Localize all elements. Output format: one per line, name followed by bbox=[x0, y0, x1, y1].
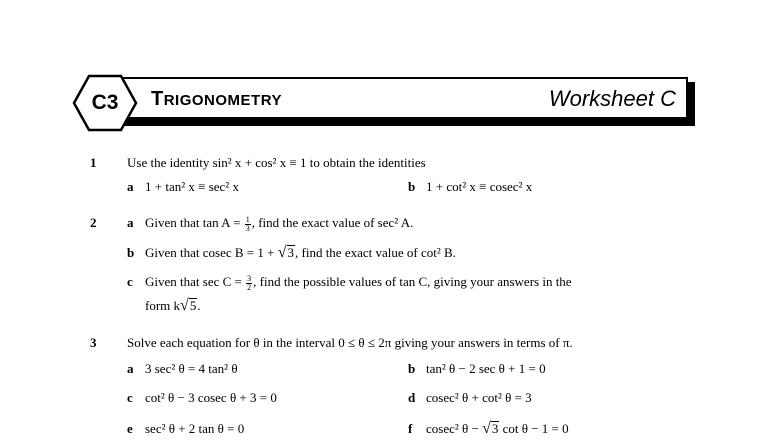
question-part: c cot² θ − 3 cosec θ + 3 = 0 bbox=[127, 390, 277, 405]
module-badge: C3 bbox=[91, 91, 119, 114]
question-part: c Given that sec C = $\frac{3}{2}$ , find the possible values of tan C, giving your answers in the bbox=[127, 273, 572, 292]
worksheet-label: Worksheet C bbox=[548, 86, 676, 111]
question-part: a 1 + tan² x ≡ sec² x bbox=[127, 179, 239, 194]
question-number: 1 bbox=[90, 155, 97, 170]
fraction: $\frac{3}{2}$ bbox=[247, 273, 252, 292]
question-intro: Solve each equation for θ in the interval 0 ≤ θ ≤ 2π giving your answers in terms of π. bbox=[127, 335, 573, 350]
question-part-continuation: form k√5. bbox=[145, 297, 201, 314]
question-number: 3 bbox=[90, 335, 97, 350]
question-part: a 3 sec² θ = 4 tan² θ bbox=[127, 361, 238, 376]
question-part: a Given that tan A = $\frac{1}{3}$ , find the exact value of sec² A. bbox=[127, 214, 414, 233]
page-title: TRIGONOMETRY bbox=[151, 88, 282, 110]
question-part: b tan² θ − 2 sec θ + 1 = 0 bbox=[408, 361, 546, 376]
question-intro: Use the identity sin² x + cos² x ≡ 1 to obtain the identities bbox=[127, 155, 426, 170]
question-part: b Given that cosec B = 1 + √3, find the exact value of cot² B. bbox=[127, 244, 456, 261]
question-part: b 1 + cot² x ≡ cosec² x bbox=[408, 179, 533, 194]
question-part: e sec² θ + 2 tan θ = 0 bbox=[127, 421, 245, 436]
question-part: f cosec² θ − √3 cot θ − 1 = 0 bbox=[408, 420, 569, 437]
question-part: d cosec² θ + cot² θ = 3 bbox=[408, 390, 532, 405]
fraction: $\frac{1}{3}$ bbox=[245, 214, 250, 233]
question-number: 2 bbox=[90, 215, 97, 230]
